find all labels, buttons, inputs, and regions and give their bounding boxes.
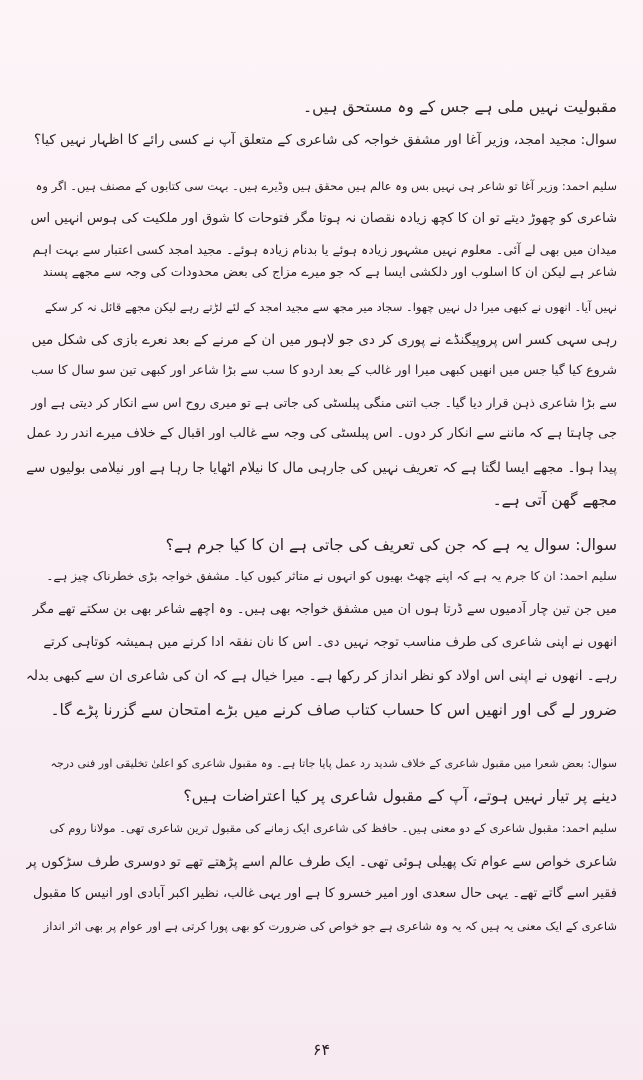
- text-line: شاعری خواص سے عوام تک پھیلی ہوئی تھی۔ ایک طرف عالم اسے پڑھتے تھے تو دوسری طرف سڑکوں پر: [26, 854, 617, 870]
- text-line: شروع کیا گیا جس میں انھیں کبھی میرا اور غالب کے بعد اردو کا سب سے بڑا شاعر اور کبھی تین سو سال کا سب: [31, 362, 617, 377]
- question-line: سوال: بعض شعرا میں مقبول شاعری کے خلاف شدید رد عمل پایا جاتا ہے۔ وہ مقبول شاعری کو اعلیٰ تخلیقی اور فنی درجہ: [50, 757, 617, 770]
- text-line: میدان میں بھی لے آئی۔ معلوم نہیں مشہور زیادہ ہوئے یا بدنام زیادہ ہوئے۔ مجید امجد کسی اعتبار سے بہت اہم: [32, 242, 617, 257]
- text-line: جی چاہتا ہے کہ ماننے سے انکار کر دوں۔ اس پبلسٹی کی وجہ سے غالب اور اقبال کے خلاف میرے اندر رد عمل: [26, 426, 617, 441]
- text-line: پیدا ہوا۔ مجھے ایسا لگتا ہے کہ تعریف نہیں کی جارہی مال کا نیلام اٹھایا جا رہا ہے اور نیلامی بولیوں سے: [26, 460, 617, 476]
- text-line: دینے پر تیار نہیں ہوتے، آپ کے مقبول شاعری پر کیا اعتراضات ہیں؟: [183, 787, 617, 805]
- text-line: نہیں آیا۔ انھوں نے کبھی میرا دل نہیں چھوا۔ سجاد میر مجھ سے مجید امجد کے لئے لڑتے رہے لیکن مجھے قائل نہ کر سکے: [44, 300, 617, 314]
- answer-line: سلیم احمد: وزیر آغا تو شاعر ہی نہیں بس وہ عالم ہیں محقق ہیں وڈیرے ہیں۔ بہت سی کتابوں کے مصنف ہیں۔ اگر وہ: [35, 179, 617, 193]
- text-line: انھوں نے اپنی شاعری کی طرف مناسب توجہ نہیں دی۔ اس کا نان نفقہ ادا کرنے میں ہمیشہ کوتاہی کرتے: [43, 635, 617, 650]
- text-line: مقبولیت نہیں ملی ہے جس کے وہ مستحق ہیں۔: [302, 98, 617, 116]
- text-line: مجھے گھن آتی ہے۔: [492, 491, 617, 509]
- text-line: رہے۔ انھوں نے اپنی اس اولاد کو نظر انداز کر رکھا ہے۔ میرا خیال ہے کہ ان کی شاعری ان سے کبھی بدلہ: [26, 668, 617, 684]
- text-line: فقیر اسے گاتے تھے۔ یہی حال سعدی اور امیر خسرو کا ہے اور یہی غالب، نظیر اکبر آبادی اور انیس کا مقبول: [32, 886, 617, 901]
- text-line: میں جن تین چار آدمیوں سے ڈرتا ہوں ان میں مشفق خواجہ بھی ہیں۔ وہ اچھے شاعر بھی بن سکتے تھے مگر: [32, 602, 617, 617]
- question-line: سوال: سوال یہ ہے کہ جن کی تعریف کی جاتی ہے ان کا کیا جرم ہے؟: [165, 536, 617, 554]
- text-line: سے بڑا شاعری ذہن قرار دیا گیا۔ جب اتنی منگی پبلسٹی کی جاتی ہے تو میری روح اس سے انکار کر دیتی ہے اور: [31, 395, 617, 410]
- question-line: سوال: مجید امجد، وزیر آغا اور مشفق خواجہ کی شاعری کے متعلق آپ نے کسی رائے کا اظہار نہیں کیا؟: [33, 132, 617, 148]
- text-line: شاعر ہے لیکن ان کا اسلوب اور دلکشی ایسا ہے کہ جو میرے مزاج کی بعض محدودات کی وجہ سے مجھے پسند: [42, 264, 617, 279]
- text-line: شاعری کو چھوڑ دیتے تو ان کا کچھ زیادہ نقصان نہ ہوتا مگر فتوحات کا شوق اور ملکیت کی ہوس انہیں اس: [30, 211, 617, 226]
- text-line: ضرور لے گی اور انھیں اس کا حساب کتاب صاف کرنے میں بڑے امتحان سے گزرنا پڑے گا۔: [50, 701, 617, 719]
- page-number: ۶۴: [312, 1040, 331, 1059]
- text-line: رہی سہی کسر اس پروپیگنڈے نے پوری کر دی جو لاہور میں ان کے مرنے کے بعد نعرے بازی کی شکل میں: [31, 332, 617, 348]
- text-line: شاعری کے ایک معنی یہ ہیں کہ یہ وہ شاعری ہے جو خواص کی ضرورت کو بھی پورا کرتی ہے اور عوام پر بھی اثر انداز: [43, 919, 617, 933]
- answer-line: سلیم احمد: ان کا جرم یہ ہے کہ اپنے چھٹ بھیوں کو انہوں نے متاثر کیوں کیا۔ مشفق خواجہ بڑی خطرناک چیز ہے۔: [46, 569, 617, 583]
- answer-line: سلیم احمد: مقبول شاعری کے دو معنی ہیں۔ حافظ کی شاعری ایک زمانے کی مقبول ترین شاعری تھی۔ مولانا روم کی: [49, 821, 617, 835]
